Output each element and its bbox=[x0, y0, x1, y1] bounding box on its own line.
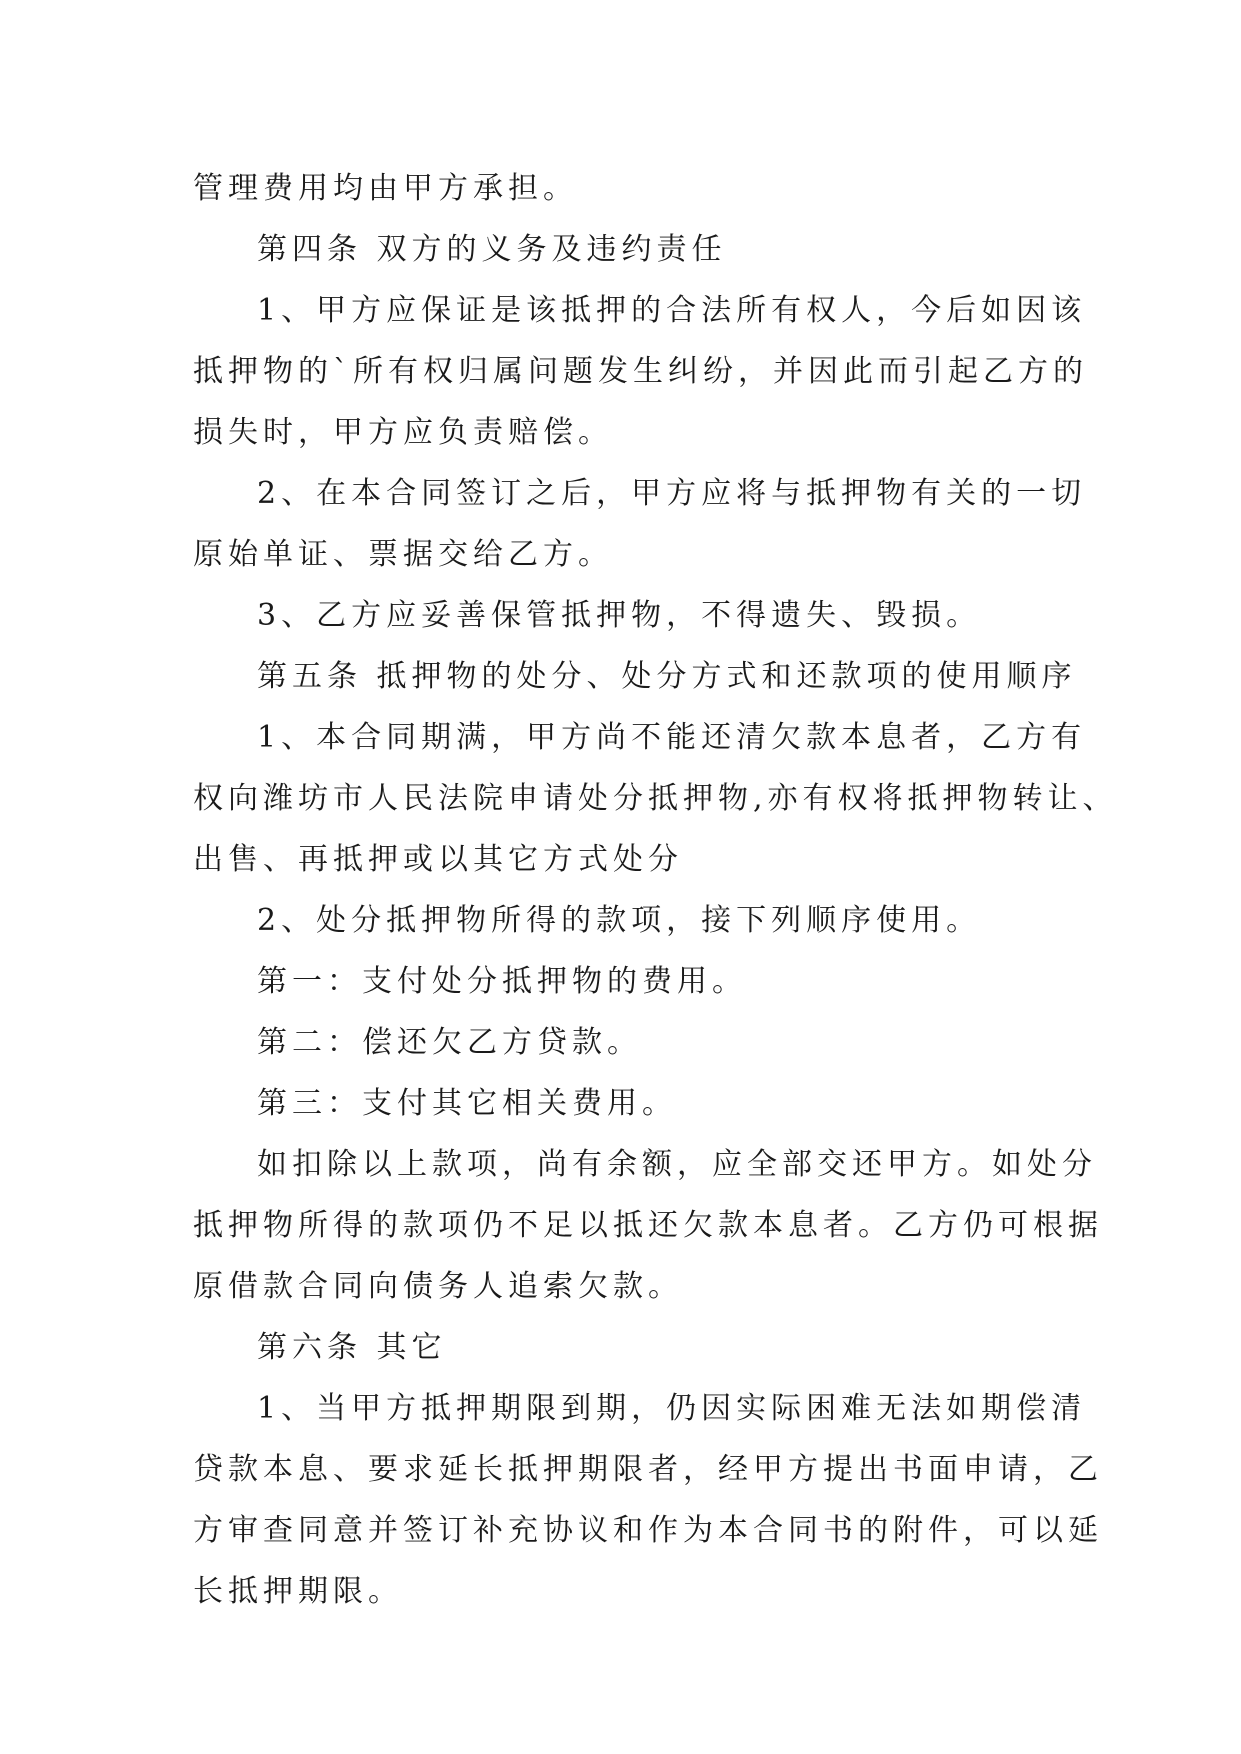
section-heading: 第四条 双方的义务及违约责任 bbox=[257, 232, 727, 267]
text-line: 1、甲方应保证是该抵押的合法所有权人，今后如因该 bbox=[257, 293, 1087, 328]
text-line: 抵押物所得的款项仍不足以抵还欠款本息者。乙方仍可根据 bbox=[193, 1208, 1103, 1243]
text-line: 如扣除以上款项，尚有余额，应全部交还甲方。如处分 bbox=[257, 1147, 1097, 1182]
text-line: 管理费用均由甲方承担。 bbox=[193, 171, 578, 206]
text-line: 方审查同意并签订补充协议和作为本合同书的附件，可以延 bbox=[193, 1513, 1103, 1548]
document-body bbox=[193, 158, 1118, 1622]
text-line: 权向潍坊市人民法院申请处分抵押物,亦有权将抵押物转让、 bbox=[193, 781, 1118, 816]
text-line: 损失时，甲方应负责赔偿。 bbox=[193, 415, 613, 450]
text-line: 第一：支付处分抵押物的费用。 bbox=[257, 964, 747, 999]
text-line: 2、处分抵押物所得的款项，接下列顺序使用。 bbox=[257, 903, 982, 938]
text-line: 1、当甲方抵押期限到期，仍因实际困难无法如期偿清 bbox=[257, 1391, 1087, 1426]
text-line: 贷款本息、要求延长抵押期限者，经甲方提出书面申请，乙 bbox=[193, 1452, 1103, 1487]
text-line: 长抵押期限。 bbox=[193, 1574, 403, 1609]
text-line: 抵押物的`所有权归属问题发生纠纷，并因此而引起乙方的 bbox=[193, 354, 1088, 389]
text-line: 出售、再抵押或以其它方式处分 bbox=[193, 842, 683, 877]
text-line: 原借款合同向债务人追索欠款。 bbox=[193, 1269, 683, 1304]
section-heading: 第六条 其它 bbox=[257, 1330, 447, 1365]
text-line: 原始单证、票据交给乙方。 bbox=[193, 537, 613, 572]
text-line: 第二：偿还欠乙方贷款。 bbox=[257, 1025, 642, 1060]
text-line: 1、本合同期满，甲方尚不能还清欠款本息者，乙方有 bbox=[257, 720, 1087, 755]
text-line: 第三：支付其它相关费用。 bbox=[257, 1086, 677, 1121]
text-line: 2、在本合同签订之后，甲方应将与抵押物有关的一切 bbox=[257, 476, 1087, 511]
section-heading: 第五条 抵押物的处分、处分方式和还款项的使用顺序 bbox=[257, 659, 1077, 694]
text-line: 3、乙方应妥善保管抵押物，不得遗失、毁损。 bbox=[257, 598, 982, 633]
